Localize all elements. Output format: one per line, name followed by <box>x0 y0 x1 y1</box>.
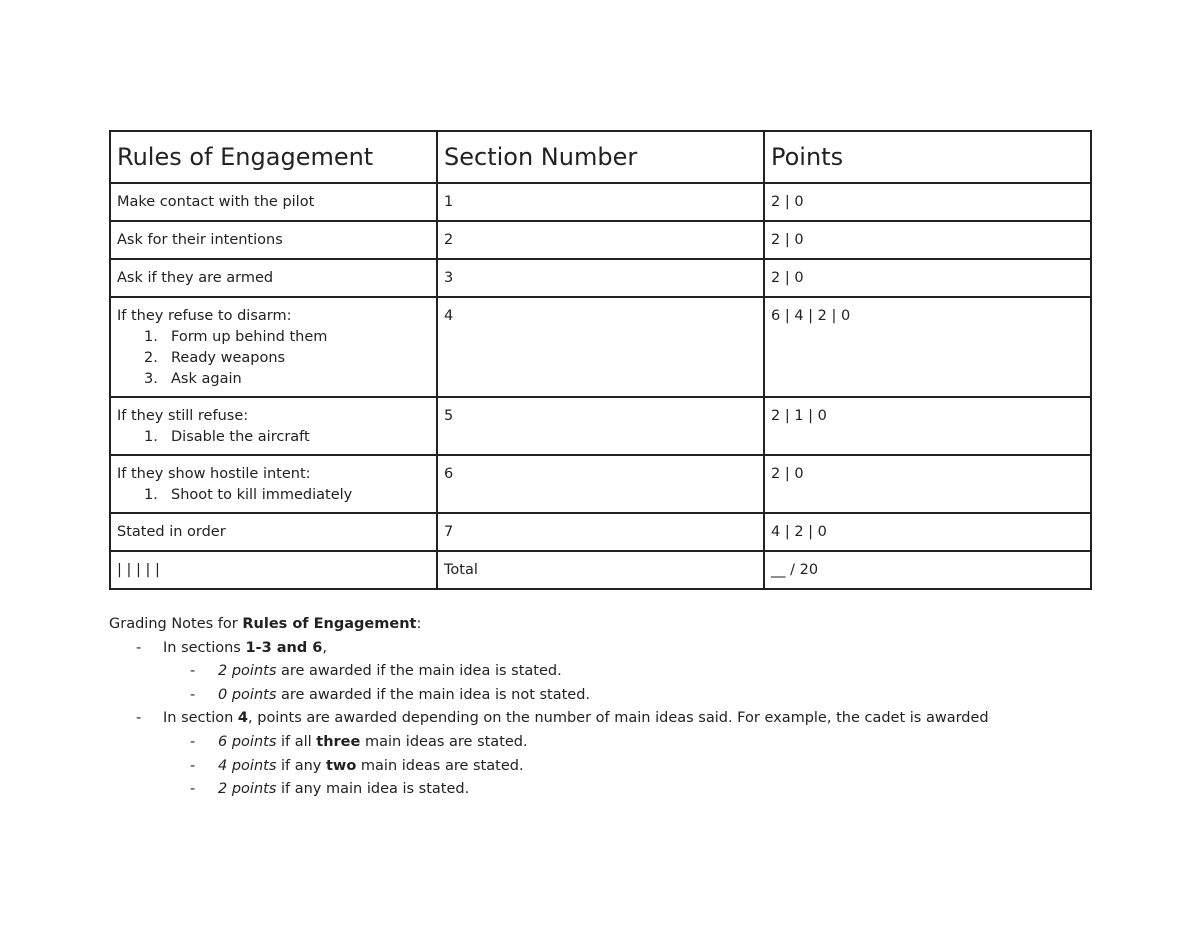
tally-marks-cell: | | | | | <box>110 551 437 589</box>
notes-heading-bold: Rules of Engagement <box>242 616 417 632</box>
grading-notes <box>109 613 1109 802</box>
notes-list <box>109 637 1109 802</box>
sub-list <box>117 427 430 448</box>
section-cell: 5 <box>437 397 764 455</box>
points-cell: 2 | 1 | 0 <box>764 397 1091 455</box>
rule-cell: Make contact with the pilot <box>110 183 437 221</box>
bullet-italic: 2 points <box>218 781 277 798</box>
rule-cell: Stated in order <box>110 513 437 551</box>
rule-cell <box>110 397 437 455</box>
sub-list-item: Ask again <box>171 371 242 387</box>
dash-bullet: - <box>190 757 196 774</box>
notes-sub-bullet <box>109 731 1109 755</box>
dash-bullet: - <box>190 781 196 798</box>
points-cell: 4 | 2 | 0 <box>764 513 1091 551</box>
table-row <box>110 221 1091 259</box>
notes-heading <box>109 613 1109 637</box>
rule-text: If they still refuse: <box>117 408 249 424</box>
section-cell: 7 <box>437 513 764 551</box>
table-row <box>110 297 1091 397</box>
dash-bullet: - <box>136 639 142 656</box>
bullet-text: if any <box>276 757 326 774</box>
bullet-italic: 2 points <box>218 663 277 680</box>
bullet-bold: three <box>316 733 361 750</box>
table-row <box>110 455 1091 513</box>
bullet-text: In sections <box>163 639 246 656</box>
total-label-cell: Total <box>437 551 764 589</box>
sub-list <box>117 327 430 390</box>
notes-heading-prefix: Grading Notes for <box>109 616 243 632</box>
dash-bullet: - <box>136 710 142 727</box>
header-rules: Rules of Engagement <box>110 131 437 183</box>
dash-bullet: - <box>190 733 196 750</box>
bullet-text: are awarded if the main idea is not stated. <box>276 686 591 703</box>
points-cell: 2 | 0 <box>764 221 1091 259</box>
total-score-cell: __ / 20 <box>764 551 1091 589</box>
bullet-text: if all <box>276 733 317 750</box>
bullet-bold: 4 <box>237 710 249 727</box>
sub-list <box>117 485 430 506</box>
notes-heading-suffix: : <box>416 616 422 632</box>
bullet-text: main ideas are stated. <box>356 757 524 774</box>
section-cell: 2 <box>437 221 764 259</box>
bullet-italic: 4 points <box>218 757 277 774</box>
points-cell: 6 | 4 | 2 | 0 <box>764 297 1091 397</box>
section-cell: 3 <box>437 259 764 297</box>
table-row <box>110 183 1091 221</box>
section-cell: 1 <box>437 183 764 221</box>
bullet-bold: two <box>326 757 357 774</box>
rule-text: If they refuse to disarm: <box>117 308 292 324</box>
sub-list-item: Shoot to kill immediately <box>171 487 353 503</box>
rule-cell <box>110 455 437 513</box>
bullet-italic: 6 points <box>218 733 277 750</box>
notes-sub-bullet <box>109 755 1109 779</box>
header-section-number: Section Number <box>437 131 764 183</box>
header-points: Points <box>764 131 1091 183</box>
dash-bullet: - <box>190 686 196 703</box>
bullet-text: In section <box>163 710 238 727</box>
table-row <box>110 397 1091 455</box>
points-cell: 2 | 0 <box>764 259 1091 297</box>
points-cell: 2 | 0 <box>764 455 1091 513</box>
rule-cell: Ask for their intentions <box>110 221 437 259</box>
section-cell: 6 <box>437 455 764 513</box>
notes-bullet <box>109 707 1109 731</box>
bullet-italic: 0 points <box>218 686 277 703</box>
bullet-text: , points are awarded depending on the number of main ideas said. For example, the cadet is awarded <box>248 710 989 727</box>
rubric-table <box>109 130 1092 590</box>
table-row <box>110 259 1091 297</box>
rule-cell <box>110 297 437 397</box>
notes-sub-bullet <box>109 778 1109 802</box>
sub-list-item: Ready weapons <box>171 350 286 366</box>
section-cell: 4 <box>437 297 764 397</box>
table-header-row <box>110 131 1091 183</box>
notes-bullet <box>109 637 1109 661</box>
table-row <box>110 513 1091 551</box>
rule-cell: Ask if they are armed <box>110 259 437 297</box>
notes-sub-bullet <box>109 660 1109 684</box>
dash-bullet: - <box>190 663 196 680</box>
sub-list-item: Form up behind them <box>171 329 328 345</box>
bullet-text: if any main idea is stated. <box>276 781 470 798</box>
bullet-text: , <box>322 639 327 656</box>
notes-sub-bullet <box>109 684 1109 708</box>
bullet-bold: 1-3 and 6 <box>245 639 323 656</box>
points-cell: 2 | 0 <box>764 183 1091 221</box>
bullet-text: are awarded if the main idea is stated. <box>276 663 562 680</box>
total-row <box>110 551 1091 589</box>
bullet-text: main ideas are stated. <box>360 733 528 750</box>
sub-list-item: Disable the aircraft <box>171 429 310 445</box>
rule-text: If they show hostile intent: <box>117 466 311 482</box>
